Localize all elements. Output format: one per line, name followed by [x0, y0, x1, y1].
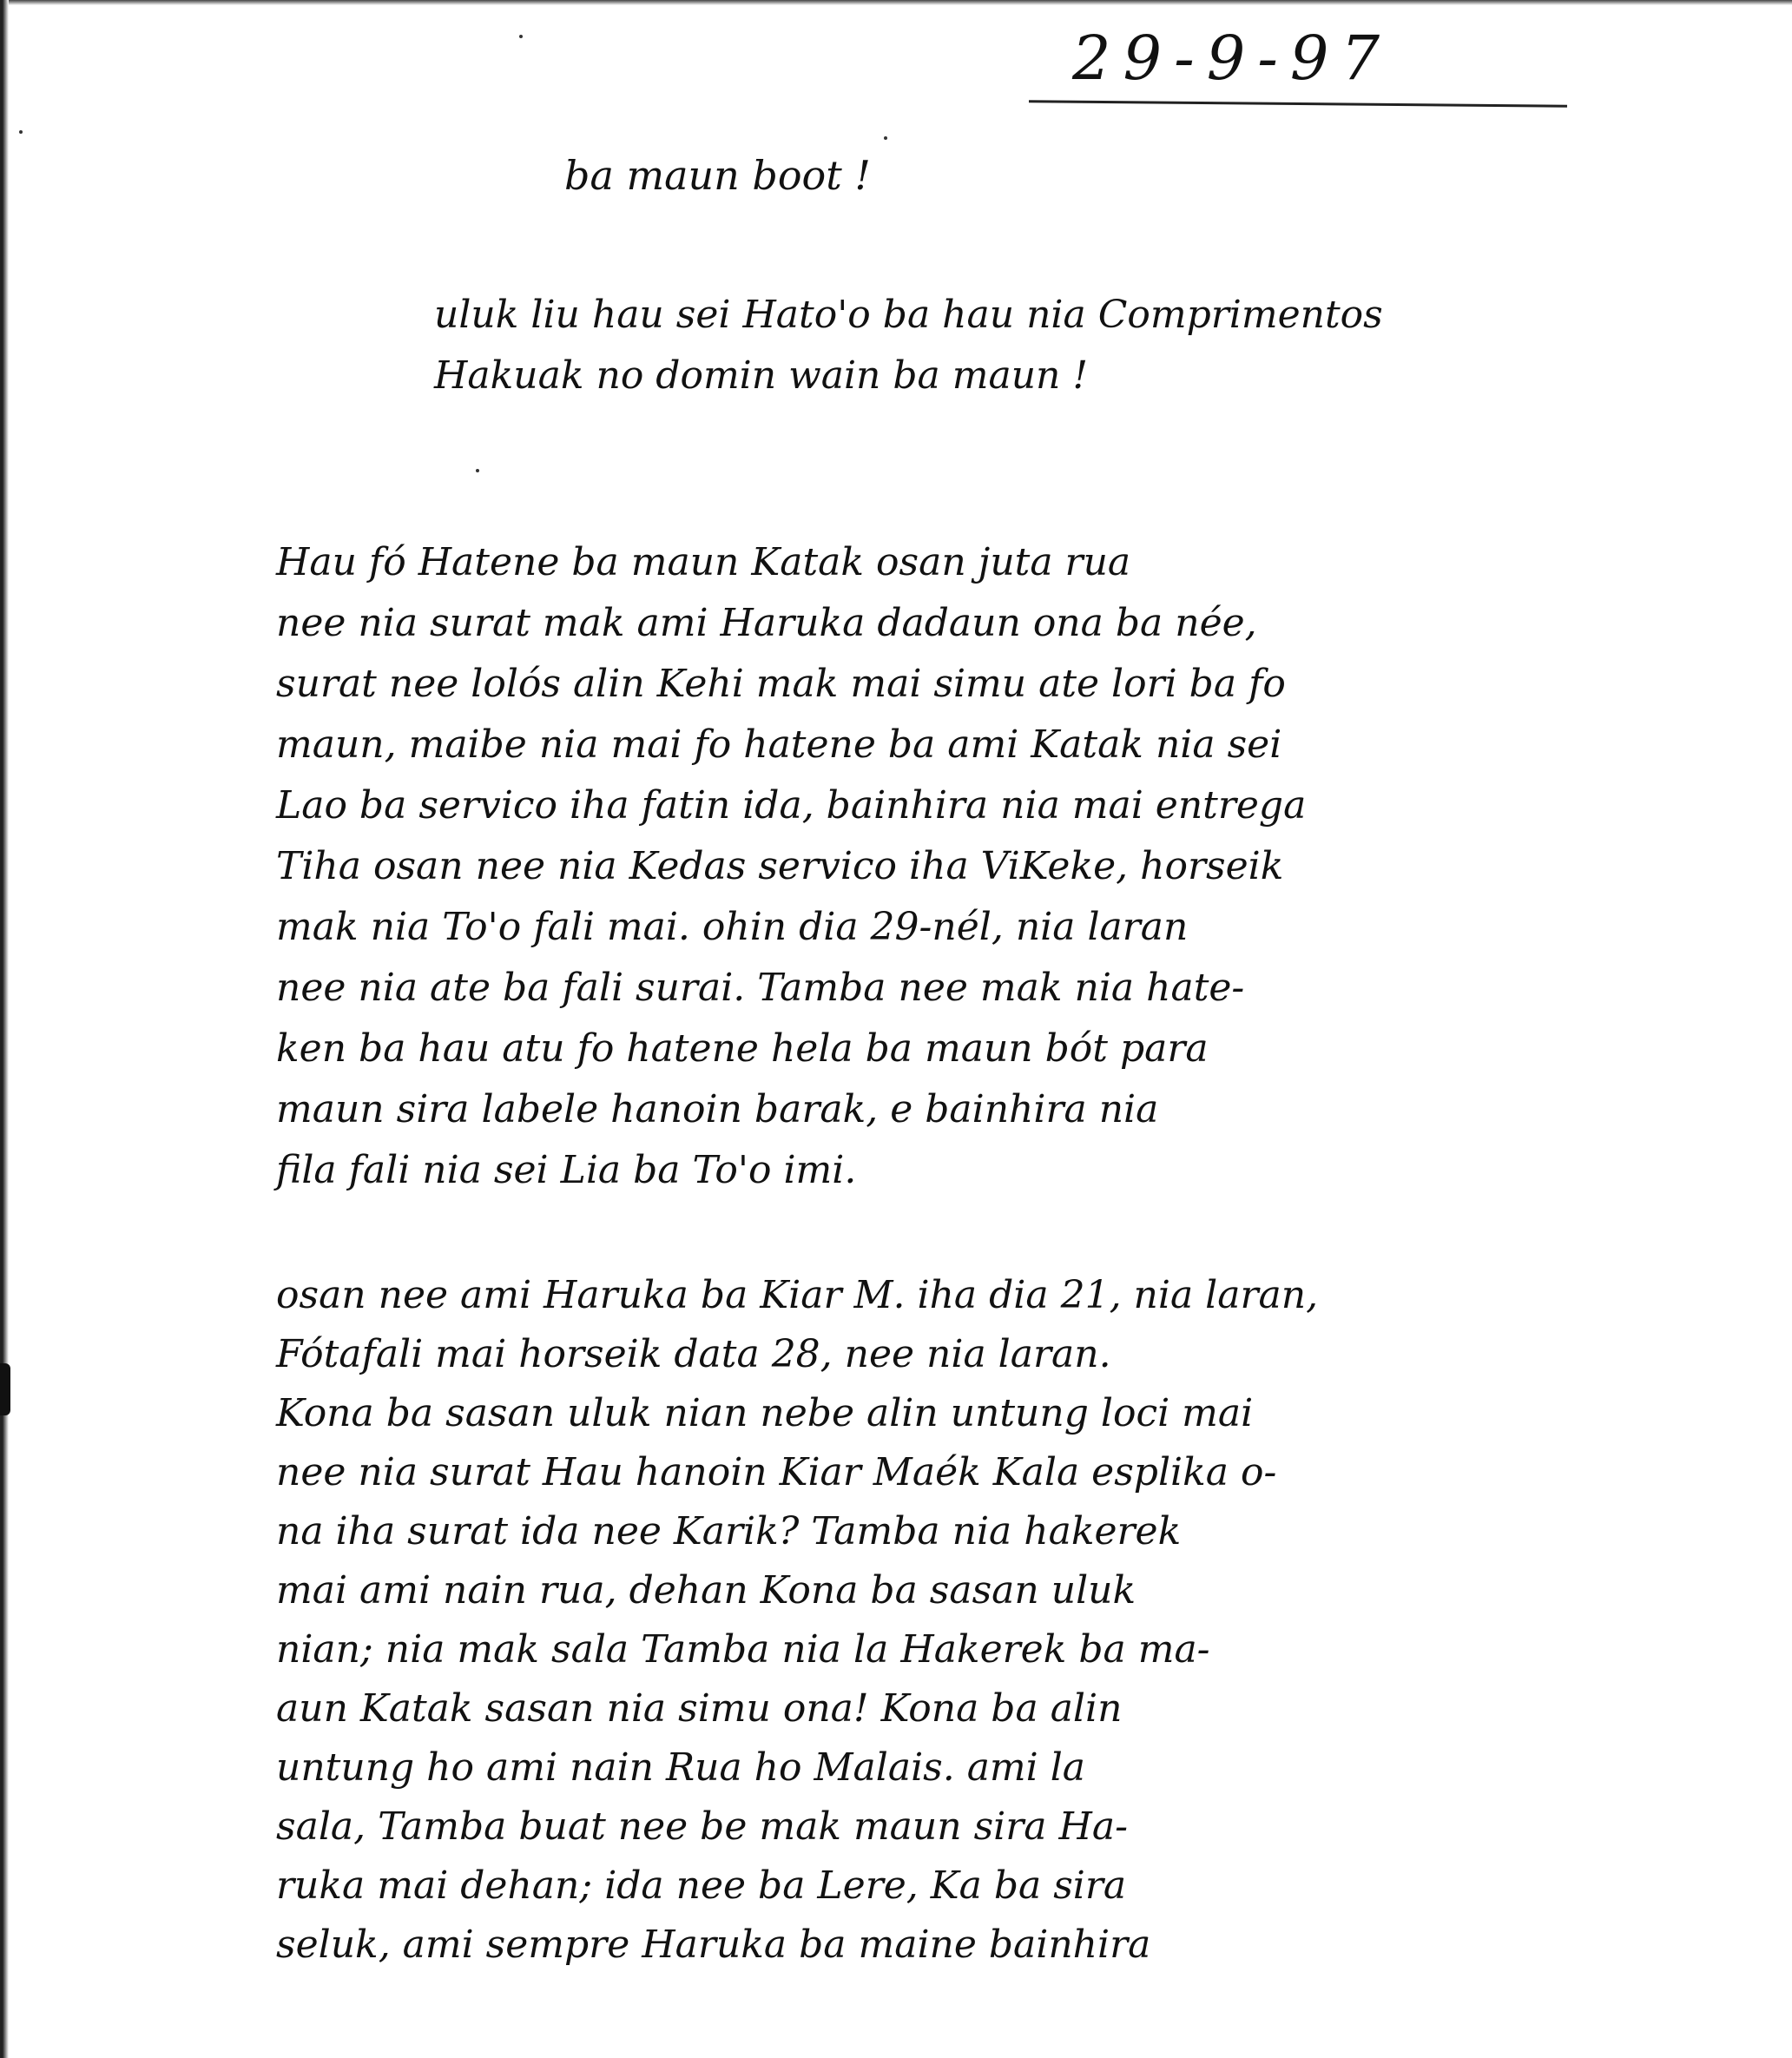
- paragraph-line: nian; nia mak sala Tamba nia la Hakerek ba ma-: [276, 1627, 1210, 1672]
- paragraph-line: fila fali nia sei Lia ba To'o imi.: [276, 1148, 857, 1192]
- paragraph-line: maun, maibe nia mai fo hatene ba ami Katak nia sei: [276, 722, 1282, 767]
- paragraph-line: na iha surat ida nee Karik? Tamba nia hakerek: [276, 1509, 1182, 1553]
- date-underline: [1029, 100, 1567, 107]
- paragraph-line: ruka mai dehan; ida nee ba Lere, Ka ba sira: [276, 1863, 1127, 1908]
- stray-mark: [19, 130, 23, 134]
- stray-mark: [476, 469, 479, 472]
- stray-mark: [884, 136, 887, 140]
- intro-line: uluk liu hau sei Hato'o ba hau nia Comprimentos: [434, 293, 1383, 337]
- scan-top-edge: [0, 0, 1792, 5]
- paragraph-line: maun sira labele hanoin barak, e bainhira nia: [276, 1087, 1159, 1131]
- stray-mark: [519, 35, 523, 38]
- paragraph-line: Kona ba sasan uluk nian nebe alin untung loci mai: [276, 1391, 1254, 1435]
- paragraph-line: osan nee ami Haruka ba Kiar M. iha dia 21, nia laran,: [276, 1273, 1319, 1317]
- scan-left-edge: [0, 0, 9, 2058]
- paragraph-line: ken ba hau atu fo hatene hela ba maun bót para: [276, 1026, 1209, 1071]
- paragraph-line: mak nia To'o fali mai. ohin dia 29-nél, nia laran: [276, 905, 1189, 949]
- paragraph-line: aun Katak sasan nia simu ona! Kona ba alin: [276, 1686, 1123, 1731]
- paragraph-line: Tiha osan nee nia Kedas servico iha ViKeke, horseik: [276, 844, 1284, 888]
- paragraph-line: nee nia surat Hau hanoin Kiar Maék Kala esplika o-: [276, 1450, 1277, 1494]
- letter-date: 29-9-97: [1072, 23, 1392, 94]
- scan-edge-blot: [0, 1363, 10, 1415]
- paragraph-line: Fótafali mai horseik data 28, nee nia laran.: [276, 1332, 1111, 1376]
- paragraph-line: seluk, ami sempre Haruka ba maine bainhira: [276, 1923, 1151, 1967]
- paragraph-line: surat nee lolós alin Kehi mak mai simu ate lori ba fo: [276, 662, 1286, 706]
- paragraph-line: untung ho ami nain Rua ho Malais. ami la: [276, 1745, 1086, 1790]
- paragraph-line: Lao ba servico iha fatin ida, bainhira nia mai entrega: [276, 783, 1307, 828]
- paragraph-line: nee nia ate ba fali surai. Tamba nee mak nia hate-: [276, 966, 1245, 1010]
- paragraph-line: mai ami nain rua, dehan Kona ba sasan uluk: [276, 1568, 1136, 1613]
- greeting: ba maun boot !: [564, 152, 871, 199]
- paragraph-line: nee nia surat mak ami Haruka dadaun ona ba née,: [276, 601, 1257, 645]
- intro-line: Hakuak no domin wain ba maun !: [434, 353, 1089, 398]
- paragraph-line: Hau fó Hatene ba maun Katak osan juta rua: [276, 540, 1131, 584]
- paragraph-line: sala, Tamba buat nee be mak maun sira Ha-: [276, 1804, 1128, 1849]
